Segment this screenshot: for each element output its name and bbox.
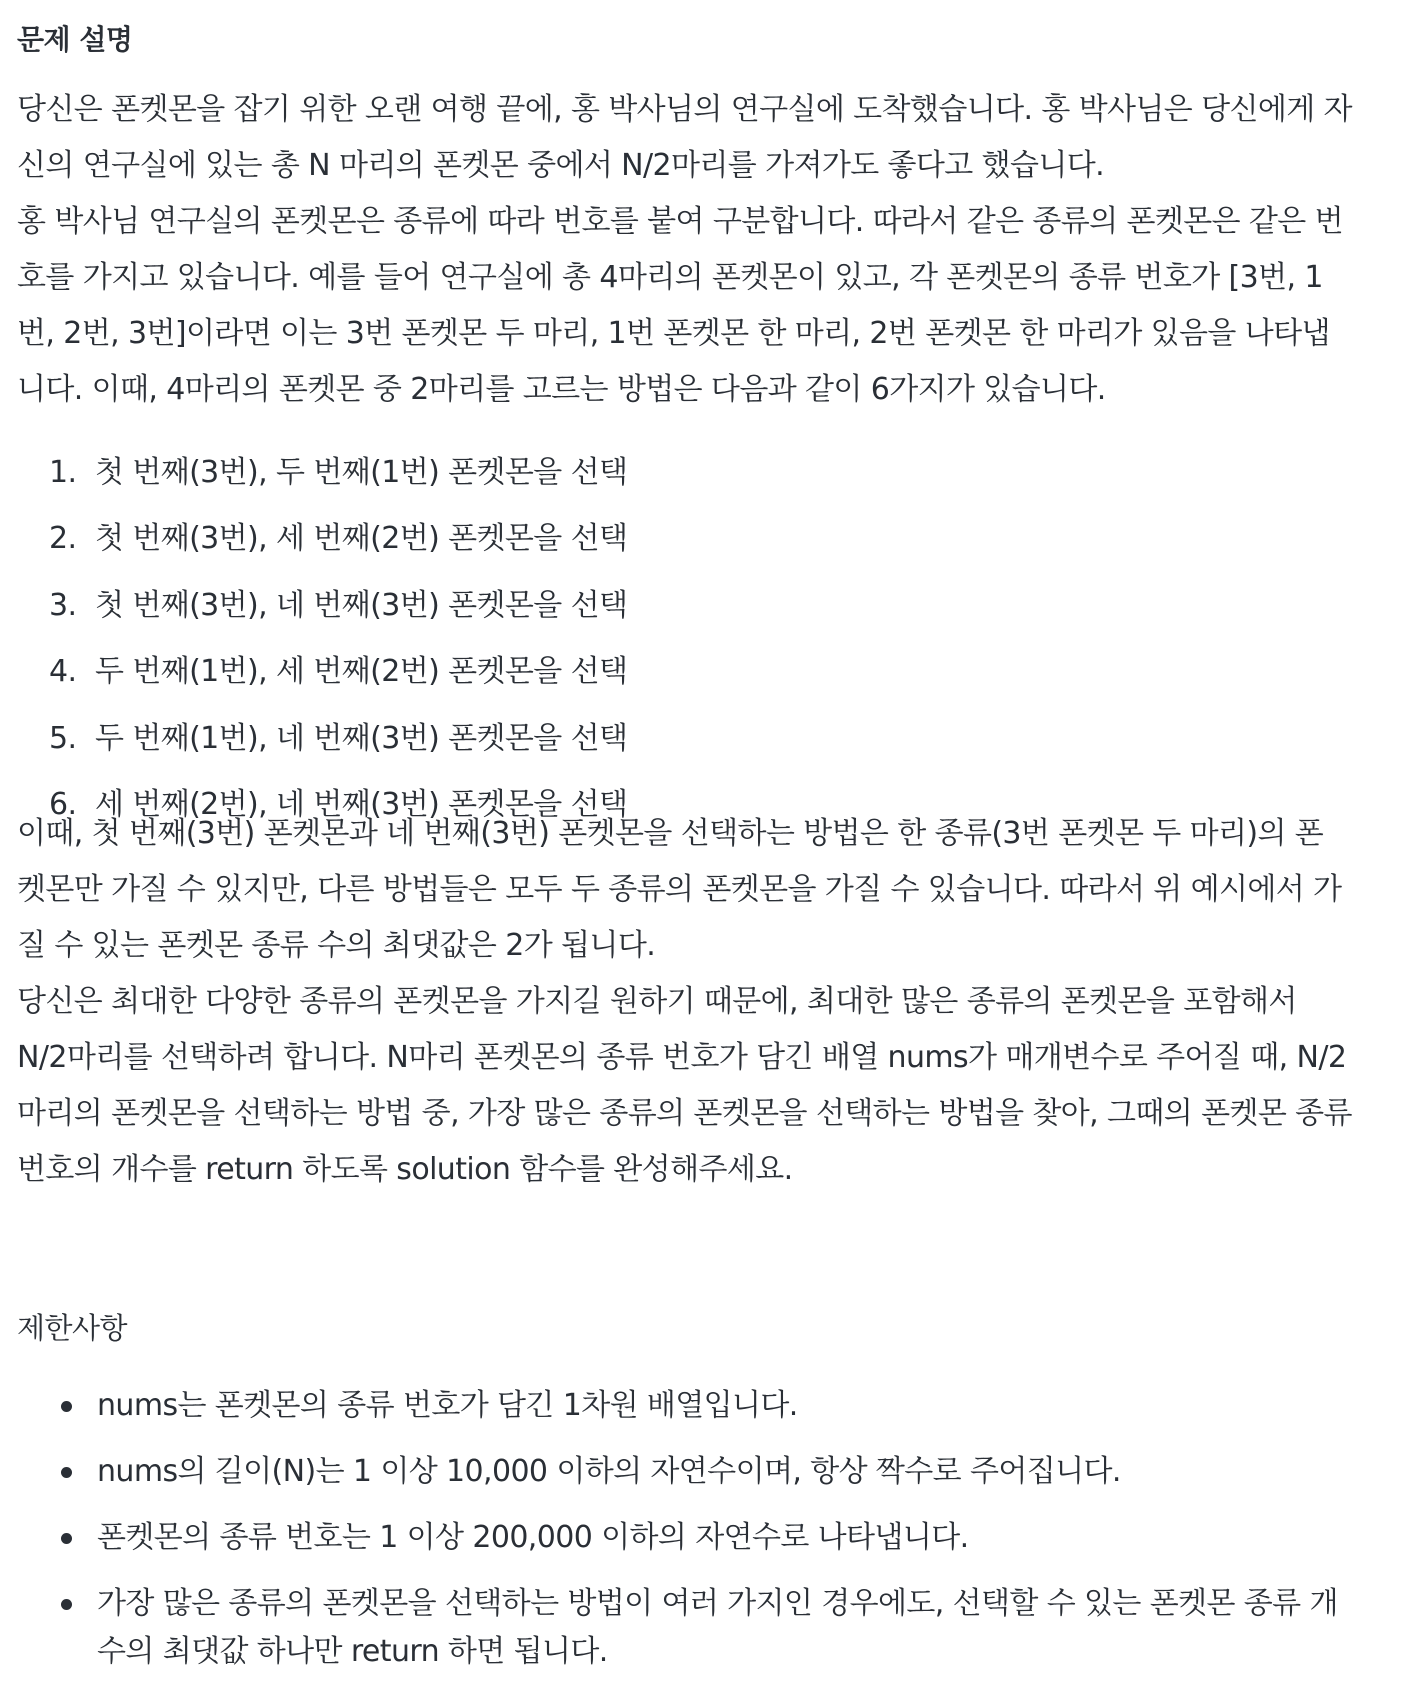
intro-line: 당신은 폰켓몬을 잡기 위한 오랜 여행 끝에, 홍 박사님의 연구실에 도착했습니다. 홍 박사님은 당신에게 자 xyxy=(17,92,1352,127)
intro-line: 호를 가지고 있습니다. 예를 들어 연구실에 총 4마리의 폰켓몬이 있고, 각 폰켓몬의 종류 번호가 [3번, 1 xyxy=(17,260,1323,295)
intro-line: 신의 연구실에 있는 총 N 마리의 폰켓몬 중에서 N/2마리를 가져가도 좋다고 했습니다. xyxy=(17,148,1105,183)
explanation-line: N/2마리를 선택하려 합니다. N마리 폰켓몬의 종류 번호가 담긴 배열 nums가 매개변수로 주어질 때, N/2 xyxy=(17,1040,1347,1075)
explanation-line: 번호의 개수를 return 하도록 solution 함수를 완성해주세요. xyxy=(17,1152,793,1187)
list-text: 두 번째(1번), 네 번째(3번) 폰켓몬을 선택 xyxy=(95,720,628,756)
list-number: 5. xyxy=(49,720,77,756)
list-text: 첫 번째(3번), 네 번째(3번) 폰켓몬을 선택 xyxy=(95,587,628,623)
list-number: 6. xyxy=(49,786,77,822)
constraint-line: 가장 많은 종류의 폰켓몬을 선택하는 방법이 여러 가지인 경우에도, 선택할 수 있는 폰켓몬 종류 개 xyxy=(97,1586,1338,1621)
list-number: 3. xyxy=(49,587,77,623)
list-text: 첫 번째(3번), 세 번째(2번) 폰켓몬을 선택 xyxy=(95,521,628,557)
constraints-title: 제한사항 xyxy=(17,1311,128,1345)
constraints-list xyxy=(17,1382,1338,1694)
intro-paragraph xyxy=(17,82,1352,418)
list-item xyxy=(17,1580,1338,1676)
constraint-line: 수의 최댓값 하나만 return 하면 됩니다. xyxy=(97,1634,608,1669)
constraint-line: 폰켓몬의 종류 번호는 1 이상 200,000 이하의 자연수로 나타냅니다. xyxy=(97,1520,969,1555)
explanation-line: 질 수 있는 폰켓몬 종류 수의 최댓값은 2가 됩니다. xyxy=(17,928,656,963)
list-text xyxy=(97,1382,1338,1430)
list-number: 4. xyxy=(49,654,77,690)
explanation-line: 이때, 첫 번째(3번) 폰켓몬과 네 번째(3번) 폰켓몬을 선택하는 방법은 한 종류(3번 폰켓몬 두 마리)의 폰 xyxy=(17,816,1324,851)
list-text xyxy=(97,1580,1338,1676)
intro-line: 번, 2번, 3번]이라면 이는 3번 폰켓몬 두 마리, 1번 폰켓몬 한 마리, 2번 폰켓몬 한 마리가 있음을 나타냅 xyxy=(17,316,1330,351)
list-number: 2. xyxy=(49,521,77,557)
intro-line: 홍 박사님 연구실의 폰켓몬은 종류에 따라 번호를 붙여 구분합니다. 따라서 같은 종류의 폰켓몬은 같은 번 xyxy=(17,204,1344,239)
explanation-line: 당신은 최대한 다양한 종류의 폰켓몬을 가지길 원하기 때문에, 최대한 많은 종류의 폰켓몬을 포함해서 xyxy=(17,984,1297,1019)
bullet-icon xyxy=(61,1401,72,1412)
bullet-icon xyxy=(61,1533,72,1544)
list-text: 두 번째(1번), 세 번째(2번) 폰켓몬을 선택 xyxy=(95,654,628,690)
section-title: 문제 설명 xyxy=(17,23,133,56)
list-text xyxy=(97,1514,1338,1562)
list-item xyxy=(17,1382,1338,1430)
constraint-line: nums는 폰켓몬의 종류 번호가 담긴 1차원 배열입니다. xyxy=(97,1388,798,1423)
list-text: 첫 번째(3번), 두 번째(1번) 폰켓몬을 선택 xyxy=(95,455,628,490)
list-number: 1. xyxy=(49,455,77,490)
explanation-line: 켓몬만 가질 수 있지만, 다른 방법들은 모두 두 종류의 폰켓몬을 가질 수 있습니다. 따라서 위 예시에서 가 xyxy=(17,872,1342,907)
list-text: 세 번째(2번), 네 번째(3번) 폰켓몬을 선택 xyxy=(95,786,628,822)
bullet-icon xyxy=(61,1467,72,1478)
bullet-icon xyxy=(61,1599,72,1610)
intro-line: 니다. 이때, 4마리의 폰켓몬 중 2마리를 고르는 방법은 다음과 같이 6가지가 있습니다. xyxy=(17,372,1106,407)
list-item xyxy=(17,1514,1338,1562)
list-text xyxy=(97,1448,1338,1496)
list-item xyxy=(17,1448,1338,1496)
constraint-line: nums의 길이(N)는 1 이상 10,000 이하의 자연수이며, 항상 짝수로 주어집니다. xyxy=(97,1454,1121,1489)
explanation-paragraph xyxy=(17,806,1352,1198)
explanation-line: 마리의 폰켓몬을 선택하는 방법 중, 가장 많은 종류의 폰켓몬을 선택하는 방법을 찾아, 그때의 폰켓몬 종류 xyxy=(17,1096,1352,1131)
